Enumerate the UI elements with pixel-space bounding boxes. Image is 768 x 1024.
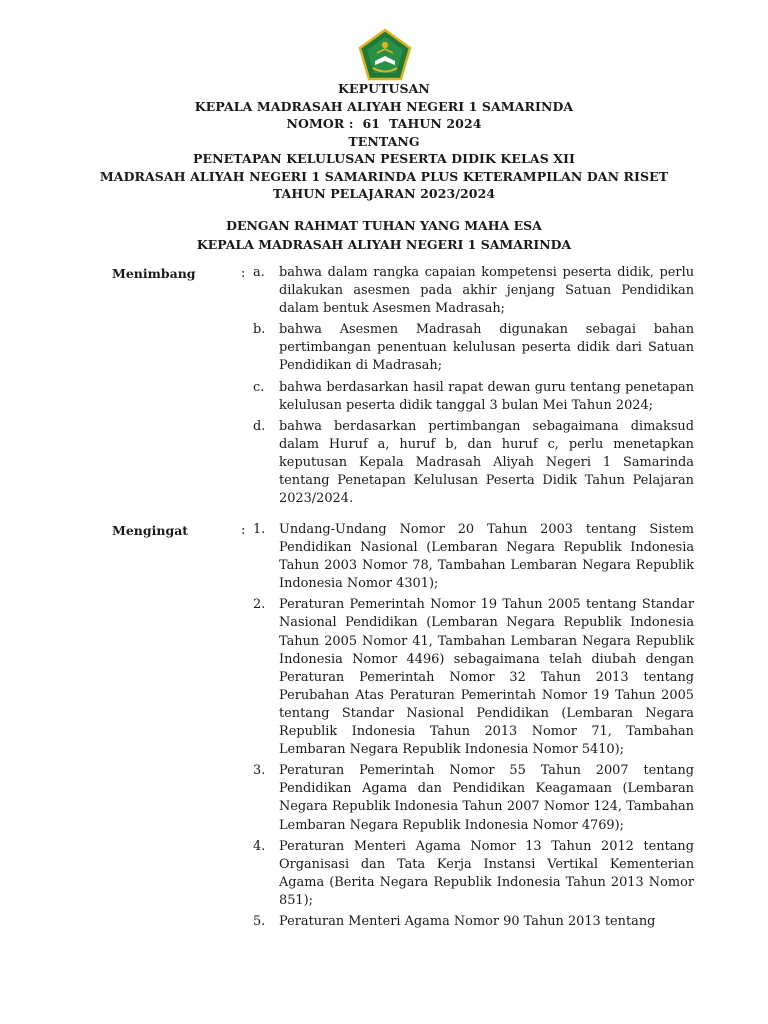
mengingat-label: Mengingat: [112, 523, 189, 538]
opening-line-1: DENGAN RAHMAT TUHAN YANG MAHA ESA: [226, 218, 542, 233]
opening-statement: [0, 216, 768, 254]
item-text: Peraturan Pemerintah Nomor 19 Tahun 2005 tentang Standar Nasional Pendidikan (Lembaran Negara Republik Indonesia Tahun 2005 Nomor 41, Tambahan Lembaran Negara Republik Indonesia Nomor 4496) sebagaimana telah diubah dengan Peraturan Pemerintah Nomor 32 Tahun 2013 tentang Perubahan Atas Peraturan Pemerintah Nomor 19 Tahun 2005 tentang Standar Nasional Pendidikan (Lembaran Negara Republik Indonesia Tahun 2013 Nomor 71, Tambahan Lembaran Negara Republik Indonesia Nomor 5410);: [279, 597, 694, 758]
decree-title: KEPUTUSAN: [338, 81, 430, 96]
decree-about: TENTANG: [348, 133, 420, 149]
mengingat-list: [253, 521, 694, 934]
item-marker: 4.: [253, 838, 266, 854]
item-marker: 2.: [253, 597, 266, 613]
list-item: [253, 838, 694, 910]
menimbang-list: [253, 264, 694, 511]
decree-header: [0, 80, 768, 203]
list-item: [253, 913, 694, 931]
item-marker: a.: [253, 265, 265, 280]
list-item: [253, 762, 694, 834]
item-marker: 3.: [253, 763, 266, 779]
item-text: Peraturan Menteri Agama Nomor 90 Tahun 2013 tentang: [279, 913, 656, 929]
item-marker: d.: [253, 418, 266, 434]
item-marker: c.: [253, 379, 265, 395]
item-text: bahwa dalam rangka capaian kompetensi peserta didik, perlu dilakukan asesmen pada akhir jenjang Satuan Pendidikan dalam bentuk Asesmen Madrasah;: [279, 265, 694, 317]
list-item: [253, 264, 694, 318]
list-item: [253, 321, 694, 375]
item-text: bahwa Asesmen Madrasah digunakan sebagai bahan pertimbangan penentuan kelulusan peserta didik dari Satuan Pendidikan di Madrasah;: [279, 322, 694, 374]
item-marker: b.: [253, 322, 266, 338]
list-item: [253, 379, 694, 415]
decree-subject-line-1: PENETAPAN KELULUSAN PESERTA DIDIK KELAS XII: [193, 151, 575, 166]
menimbang-label: Menimbang: [112, 266, 196, 281]
item-text: bahwa berdasarkan pertimbangan sebagaimana dimaksud dalam Huruf a, huruf b, dan huruf c, perlu menetapkan keputusan Kepala Madrasah Aliyah Negeri 1 Samarinda tentang Penetapan Kelulusan Peserta Didik Tahun Pelajaran 2023/2024.: [279, 418, 694, 507]
mengingat-colon: :: [241, 523, 246, 538]
decree-subject-line-2: MADRASAH ALIYAH NEGERI 1 SAMARINDA PLUS KETERAMPILAN DAN RISET: [99, 168, 669, 184]
decree-subject-line-3: TAHUN PELAJARAN 2023/2024: [272, 186, 496, 201]
decree-number: NOMOR : 61 TAHUN 2024: [286, 116, 482, 131]
list-item: [253, 521, 694, 593]
opening-line-2: KEPALA MADRASAH ALIYAH NEGERI 1 SAMARINDA: [196, 237, 572, 252]
item-marker: 1.: [253, 522, 266, 537]
list-item: [253, 596, 694, 759]
decree-issuer: KEPALA MADRASAH ALIYAH NEGERI 1 SAMARINDA: [194, 98, 574, 114]
item-text: Undang-Undang Nomor 20 Tahun 2003 tentang Sistem Pendidikan Nasional (Lembaran Negara Republik Indonesia Tahun 2003 Nomor 78, Tambahan Lembaran Negara Republik Indonesia Nomor 4301);: [279, 522, 694, 592]
menimbang-colon: :: [241, 266, 246, 281]
item-text: bahwa berdasarkan hasil rapat dewan guru tentang penetapan kelulusan peserta didik tanggal 3 bulan Mei Tahun 2024;: [279, 379, 694, 413]
item-text: Peraturan Pemerintah Nomor 55 Tahun 2007 tentang Pendidikan Agama dan Pendidikan Keagamaan (Lembaran Negara Republik Indonesia Tahun 2007 Nomor 124, Tambahan Lembaran Negara Republik Indonesia Nomor 4769);: [279, 763, 694, 833]
item-marker: 5.: [253, 913, 266, 929]
kementerian-agama-emblem-icon: [358, 28, 412, 82]
item-text: Peraturan Menteri Agama Nomor 13 Tahun 2012 tentang Organisasi dan Tata Kerja Instansi Vertikal Kementerian Agama (Berita Negara Republik Indonesia Tahun 2013 Nomor 851);: [279, 838, 694, 908]
list-item: [253, 418, 694, 508]
